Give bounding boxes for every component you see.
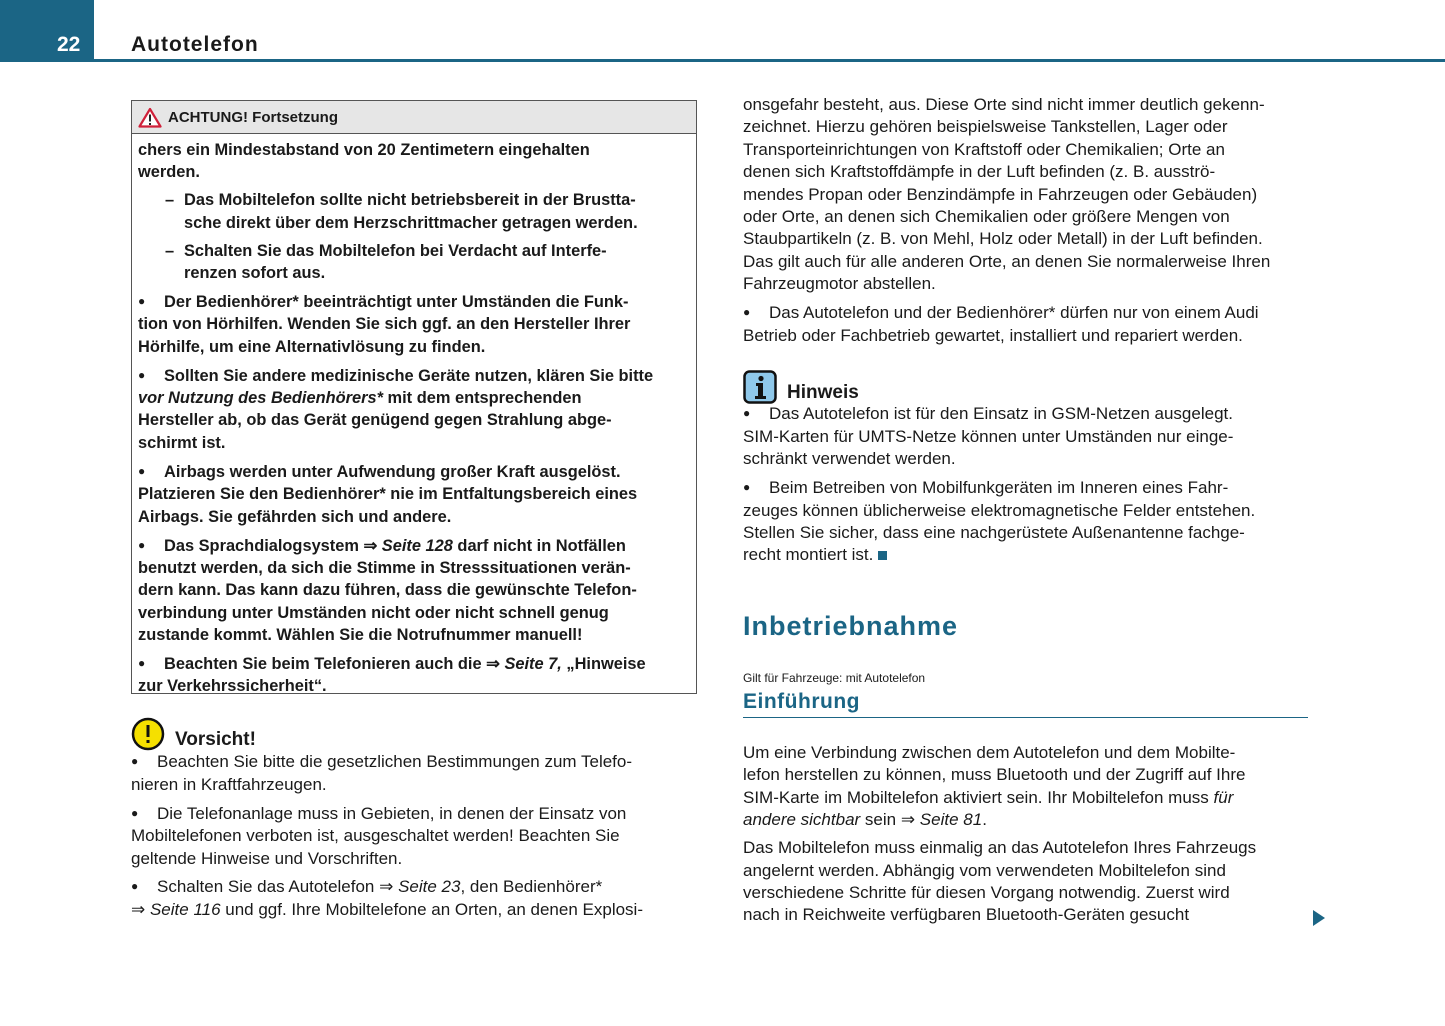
text: mit dem entsprechenden — [383, 389, 582, 408]
text: Hörhilfe, um eine Alternativlösung zu finden. — [138, 337, 486, 356]
dash-list-item — [138, 189, 690, 234]
warning-box — [131, 100, 697, 694]
caution-section — [131, 717, 701, 927]
text: zustande kommt. Wählen Sie die Notrufnummer manuell! — [138, 626, 583, 645]
text: angelernt werden. Abhängig vom verwendeten Mobiltelefon sind — [743, 860, 1226, 880]
text-line — [165, 262, 690, 284]
text-line — [138, 557, 690, 579]
text: zur Verkehrssicherheit“. — [138, 677, 327, 696]
text-line — [138, 534, 690, 557]
text-line — [743, 116, 1313, 138]
text: nieren in Kraftfahrzeugen. — [131, 774, 327, 794]
bullet-item — [743, 402, 1313, 470]
bullet-item — [743, 476, 1313, 567]
emphasis-text: Seite 128 — [381, 536, 453, 555]
text: Beim Betreiben von Mobilfunkgeräten im Inneren eines Fahr- — [769, 478, 1229, 498]
caution-header — [131, 717, 701, 751]
warning-title: ACHTUNG! Fortsetzung — [168, 108, 338, 126]
text: denen sich Kraftstoffdämpfe in der Luft befinden (z. B. ausströ- — [743, 162, 1216, 182]
text-line — [743, 402, 1313, 425]
text-line — [743, 476, 1313, 499]
text: verbindung unter Umständen nicht oder nicht schnell genug — [138, 603, 609, 622]
note-section — [743, 370, 1313, 572]
text-line — [743, 882, 1313, 904]
text: dern kann. Das kann dazu führen, dass die gewünschte Telefon- — [138, 581, 637, 600]
caution-body — [131, 750, 701, 921]
text: Das Mobiltelefon sollte nicht betriebsbereit in der Brustta- — [184, 191, 636, 210]
text-line — [138, 336, 690, 358]
text-line — [138, 624, 690, 646]
bullet-item — [138, 534, 690, 647]
text: Sollten Sie andere medizinische Geräte nutzen, klären Sie bitte — [164, 366, 654, 385]
text: chers ein Mindestabstand von 20 Zentimetern eingehalten — [138, 141, 590, 159]
text-line — [138, 506, 690, 528]
text-line — [138, 387, 690, 409]
text-line — [743, 184, 1313, 206]
bullet-item — [138, 652, 690, 698]
bullet-item — [138, 364, 690, 455]
text-line — [743, 837, 1313, 859]
text-line — [138, 139, 690, 161]
text-line — [131, 750, 701, 773]
page-number: 22 — [57, 33, 81, 56]
text-line — [743, 448, 1313, 470]
text: onsgefahr besteht, aus. Diese Orte sind nicht immer deutlich gekenn- — [743, 95, 1265, 114]
text: Das Autotelefon ist für den Einsatz in GSM-Netzen ausgelegt. — [769, 404, 1233, 424]
text-line — [138, 161, 690, 183]
text-line — [743, 273, 1313, 295]
paragraph — [743, 94, 1313, 296]
bullet-item — [131, 750, 701, 796]
text: sein ⇒ — [860, 810, 920, 830]
text: mendes Propan oder Benzindämpfe in Fahrzeugen oder Gebäuden) — [743, 184, 1258, 204]
text: Platzieren Sie den Bedienhörer* nie im Entfaltungsbereich eines — [138, 485, 638, 504]
text: zeuges können üblicherweise elektromagnetische Felder entstehen. — [743, 500, 1256, 520]
note-body — [743, 402, 1313, 566]
text: Mobiltelefonen verboten ist, ausgeschaltet werden! Beachten Sie — [131, 826, 620, 846]
bullet-item — [131, 875, 701, 921]
text: Staubpartikeln (z. B. von Mehl, Holz oder Metall) in der Luft befinden. — [743, 229, 1263, 249]
section-body — [743, 742, 1313, 932]
text-line — [131, 802, 701, 825]
text: Das Sprachdialogsystem ⇒ — [164, 536, 382, 555]
text-line — [131, 899, 701, 921]
note-title: Hinweis — [787, 382, 859, 403]
text-line — [138, 460, 690, 483]
text: Beachten Sie beim Telefonieren auch die ⇒ — [164, 655, 505, 674]
text-line — [138, 675, 690, 697]
chapter-title: Autotelefon — [131, 33, 259, 56]
text: Airbags. Sie gefährden sich und andere. — [138, 507, 452, 526]
caution-exclamation-icon — [131, 717, 165, 751]
text-line — [138, 602, 690, 624]
text: Das Autotelefon und der Bedienhörer* dürfen nur von einem Audi — [769, 303, 1259, 323]
text-line — [131, 825, 701, 847]
info-icon — [743, 370, 777, 404]
section-title: Inbetriebnahme — [743, 611, 959, 641]
text-line — [131, 848, 701, 870]
text: Fahrzeugmotor abstellen. — [743, 274, 936, 294]
text-line — [138, 409, 690, 431]
subsection-title: Einführung — [743, 690, 860, 713]
text-line — [743, 228, 1313, 250]
text-line — [743, 301, 1313, 324]
text: schirmt ist. — [138, 433, 226, 452]
text-line — [743, 742, 1313, 764]
text-line — [743, 544, 1313, 566]
text-line — [743, 251, 1313, 273]
caution-title: Vorsicht! — [175, 729, 256, 750]
text: renzen sofort aus. — [184, 264, 326, 283]
text: zeichnet. Hierzu gehören beispielsweise Tankstellen, Lager oder — [743, 117, 1228, 137]
text-line — [743, 139, 1313, 161]
text: benutzt werden, da sich die Stimme in Stresssituationen verän- — [138, 558, 631, 577]
text: und ggf. Ihre Mobiltelefone an Orten, an denen Explosi- — [220, 899, 643, 919]
emphasis-text: vor Nutzung des Bedienhörers* — [138, 389, 383, 408]
emphasis-text: Seite 81 — [919, 810, 983, 830]
text: Airbags werden unter Aufwendung großer Kraft ausgelöst. — [164, 462, 621, 481]
text-line — [743, 94, 1313, 116]
text-line — [165, 189, 690, 211]
text: Die Telefonanlage muss in Gebieten, in denen der Einsatz von — [157, 803, 627, 823]
text: SIM-Karten für UMTS-Netze können unter Umständen nur einge- — [743, 426, 1234, 446]
text-line — [743, 325, 1313, 347]
text: darf nicht in Notfällen — [452, 536, 626, 555]
text-line — [138, 652, 690, 675]
text-line — [131, 774, 701, 796]
text: lefon herstellen zu können, muss Bluetooth und der Zugriff auf Ihre — [743, 765, 1246, 785]
paragraph — [743, 837, 1313, 927]
text: werden. — [138, 163, 200, 182]
text: „Hinweise — [561, 655, 646, 674]
dash-list-item — [138, 240, 690, 285]
text-line — [743, 764, 1313, 786]
text: Betrieb oder Fachbetrieb gewartet, installiert und repariert werden. — [743, 325, 1243, 345]
bullet-item — [138, 290, 690, 358]
emphasis-text: andere sichtbar — [743, 810, 861, 830]
emphasis-text: Seite 7, — [504, 655, 562, 674]
text-line — [743, 426, 1313, 448]
warning-header — [132, 101, 696, 134]
text: ⇒ — [131, 899, 150, 919]
text-line — [743, 206, 1313, 228]
text-line — [743, 860, 1313, 882]
text-line — [743, 809, 1313, 831]
emphasis-text: für — [1213, 787, 1234, 807]
text: Schalten Sie das Mobiltelefon bei Verdacht auf Interfe- — [184, 241, 607, 260]
text-line — [138, 290, 690, 313]
text: . — [982, 810, 987, 830]
text: verschiedene Schritte für diesen Vorgang notwendig. Zuerst wird — [743, 882, 1230, 902]
end-of-section-marker-icon — [878, 551, 887, 560]
paragraph — [743, 742, 1313, 832]
text: Um eine Verbindung zwischen dem Autotelefon und dem Mobilte- — [743, 743, 1236, 762]
text-line — [165, 212, 690, 234]
text: nach in Reichweite verfügbaren Bluetooth-Geräten gesucht — [743, 905, 1190, 925]
text-line — [743, 161, 1313, 183]
text: tion von Hörhilfen. Wenden Sie sich ggf. an den Hersteller Ihrer — [138, 315, 631, 334]
text: recht montiert ist. — [743, 545, 874, 565]
emphasis-text: Seite 116 — [149, 899, 221, 919]
bullet-item — [138, 460, 690, 528]
next-page-arrow-icon[interactable] — [1313, 910, 1325, 926]
text-line — [138, 313, 690, 335]
bullet-item — [743, 301, 1313, 347]
text-line — [138, 364, 690, 387]
text-line — [743, 904, 1313, 926]
text: Hersteller ab, ob das Gerät genügend gegen Strahlung abge- — [138, 411, 612, 430]
text: oder Orte, an denen sich Chemikalien oder größere Mengen von — [743, 207, 1230, 227]
text: Das Mobiltelefon muss einmalig an das Autotelefon Ihres Fahrzeugs — [743, 838, 1257, 858]
text: Beachten Sie bitte die gesetzlichen Bestimmungen zum Telefo- — [157, 752, 633, 772]
text-line — [138, 432, 690, 454]
subsection-rule — [743, 717, 1308, 718]
note-header — [743, 370, 1313, 404]
text: Schalten Sie das Autotelefon ⇒ — [157, 877, 399, 897]
text-line — [743, 522, 1313, 544]
text-line — [138, 483, 690, 505]
text: SIM-Karte im Mobiltelefon aktiviert sein. Ihr Mobiltelefon muss — [743, 787, 1214, 807]
text-line — [131, 875, 701, 898]
emphasis-text: Seite 23 — [398, 877, 461, 897]
text: Transporteinrichtungen von Kraftstoff oder Chemikalien; Orte an — [743, 139, 1225, 159]
text: Der Bedienhörer* beeinträchtigt unter Umständen die Funk- — [164, 292, 629, 311]
text: Das gilt auch für alle anderen Orte, an denen Sie normalerweise Ihren — [743, 251, 1271, 271]
warning-triangle-icon — [138, 107, 162, 128]
text-line — [138, 579, 690, 601]
right-continued-text — [743, 94, 1313, 352]
bullet-item — [131, 802, 701, 870]
text-line — [743, 787, 1313, 809]
text: sche direkt über dem Herzschrittmacher getragen werden. — [184, 213, 638, 232]
header-rule — [0, 59, 1445, 62]
applies-to-label: Gilt für Fahrzeuge: mit Autotelefon — [743, 671, 926, 685]
text: geltende Hinweise und Vorschriften. — [131, 848, 403, 868]
text: , den Bedienhörer* — [460, 877, 603, 897]
warning-body — [132, 134, 696, 708]
text-line — [165, 240, 690, 262]
text-line — [743, 500, 1313, 522]
text: schränkt verwendet werden. — [743, 449, 956, 469]
text: Stellen Sie sicher, dass eine nachgerüstete Außenantenne fachge- — [743, 522, 1245, 542]
paragraph — [138, 139, 690, 184]
